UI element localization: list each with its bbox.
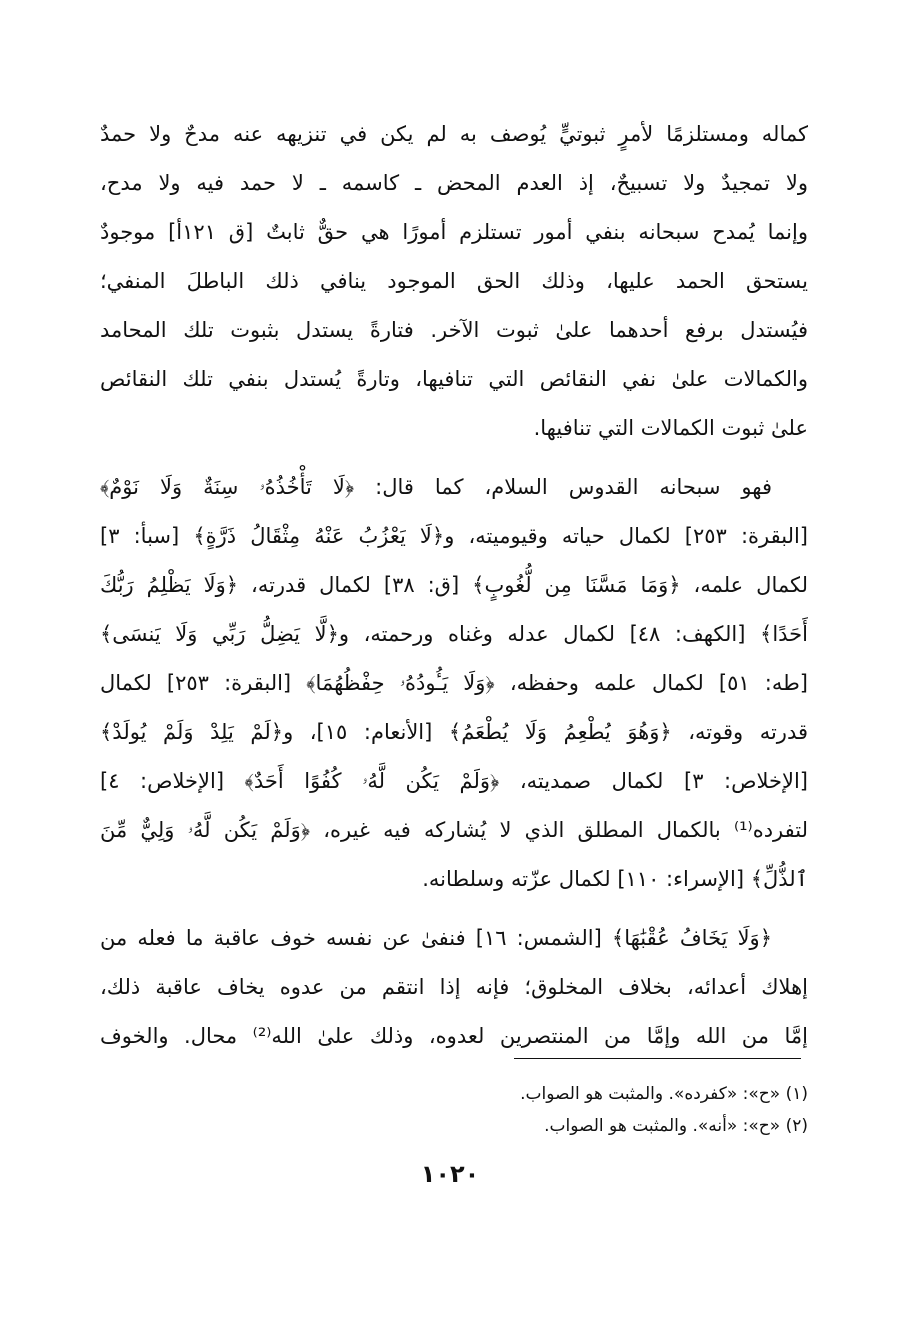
text-line: ﴿وَلَا يَخَافُ عُقْبَٰهَا﴾ [الشمس: ١٦] فنفىٰ عن نفسه خوف عاقبة ما فعله من <box>100 926 772 950</box>
main-text <box>100 110 808 1071</box>
text-line: [طه: ٥١] لكمال علمه وحفظه، ﴿وَلَا يَـُٔودُهُۥ حِفْظُهُمَا﴾ [البقرة: ٢٥٣] لكمال <box>100 671 808 695</box>
page-number: ١٠٢٠ <box>420 1160 480 1188</box>
text-line: علىٰ ثبوت الكمالات التي تنافيها. <box>533 416 808 440</box>
text-line: إمَّا من الله وإمَّا من المنتصرين لعدوه، وذلك علىٰ الله⁽²⁾ محال. والخوف <box>100 1024 808 1048</box>
text-line: والكمالات علىٰ نفي النقائص التي تنافيها، وتارةً يُستدل بنفي تلك النقائص <box>100 367 808 391</box>
text-line: يستحق الحمد عليها، وذلك الحق الموجود ينافي ذلك الباطلَ المنفي؛ <box>100 269 808 293</box>
paragraph-1 <box>100 110 808 453</box>
text-line: قدرته وقوته، ﴿وَهُوَ يُطْعِمُ وَلَا يُطْعَمُ﴾ [الأنعام: ١٥]، و﴿لَمْ يَلِدْ وَلَمْ يُولَدْ﴾ <box>100 720 808 744</box>
text-line: [البقرة: ٢٥٣] لكمال حياته وقيوميته، و﴿لَا يَعْزُبُ عَنْهُ مِثْقَالُ ذَرَّةٍ﴾ [سبأ: ٣] <box>100 524 808 548</box>
paragraph-2 <box>100 463 808 904</box>
text-line: ولا تمجيدٌ ولا تسبيحٌ، إذ العدم المحض ـ كاسمه ـ لا حمد فيه ولا مدح، <box>100 171 808 195</box>
text-line: وإنما يُمدح سبحانه بنفي أمور تستلزم أمورًا هي حقٌّ ثابتٌ [ق ١٢١أ] موجودٌ <box>100 220 808 244</box>
text-line: لتفرده⁽¹⁾ بالكمال المطلق الذي لا يُشاركه فيه غيره، ﴿وَلَمْ يَكُن لَّهُۥ وَلِيٌّ مِّنَ <box>100 818 808 842</box>
footnote-separator <box>514 1058 801 1059</box>
text-line: [الإخلاص: ٣] لكمال صمديته، ﴿وَلَمْ يَكُن لَّهُۥ كُفُوًا أَحَدٌ﴾ [الإخلاص: ٤] <box>100 769 808 793</box>
text-line: فهو سبحانه القدوس السلام، كما قال: ﴿لَا تَأْخُذُهُۥ سِنَةٌ وَلَا نَوْمٌ﴾ <box>100 475 772 499</box>
text-line: ٱلذُّلِّ﴾ [الإسراء: ١١٠] لكمال عزّته وسلطانه. <box>422 867 808 891</box>
text-line: كماله ومستلزمًا لأمرٍ ثبوتيٍّ يُوصف به لم يكن في تنزيهه عنه مدحٌ ولا حمدٌ <box>100 122 808 146</box>
text-line: لكمال علمه، ﴿وَمَا مَسَّنَا مِن لُّغُوبٍ﴾ [ق: ٣٨] لكمال قدرته، ﴿وَلَا يَظْلِمُ رَبُّكَ <box>100 573 808 597</box>
text-line: أَحَدًا﴾ [الكهف: ٤٨] لكمال عدله وغناه ورحمته، و﴿لَّا يَضِلُّ رَبِّي وَلَا يَنسَى﴾ <box>100 622 808 646</box>
text-line: إهلاك أعدائه، بخلاف المخلوق؛ فإنه إذا انتقم من عدوه يخاف عاقبة ذلك، <box>100 975 808 999</box>
text-line: فيُستدل برفع أحدهما علىٰ ثبوت الآخر. فتارةً يستدل بثبوت تلك المحامد <box>100 318 808 342</box>
paragraph-3 <box>100 914 808 1061</box>
footnote: (١) «ح»: «كفرده». والمثبت هو الصواب. <box>520 1084 808 1104</box>
footnotes <box>100 1078 808 1142</box>
footnote: (٢) «ح»: «أنه». والمثبت هو الصواب. <box>544 1116 808 1136</box>
